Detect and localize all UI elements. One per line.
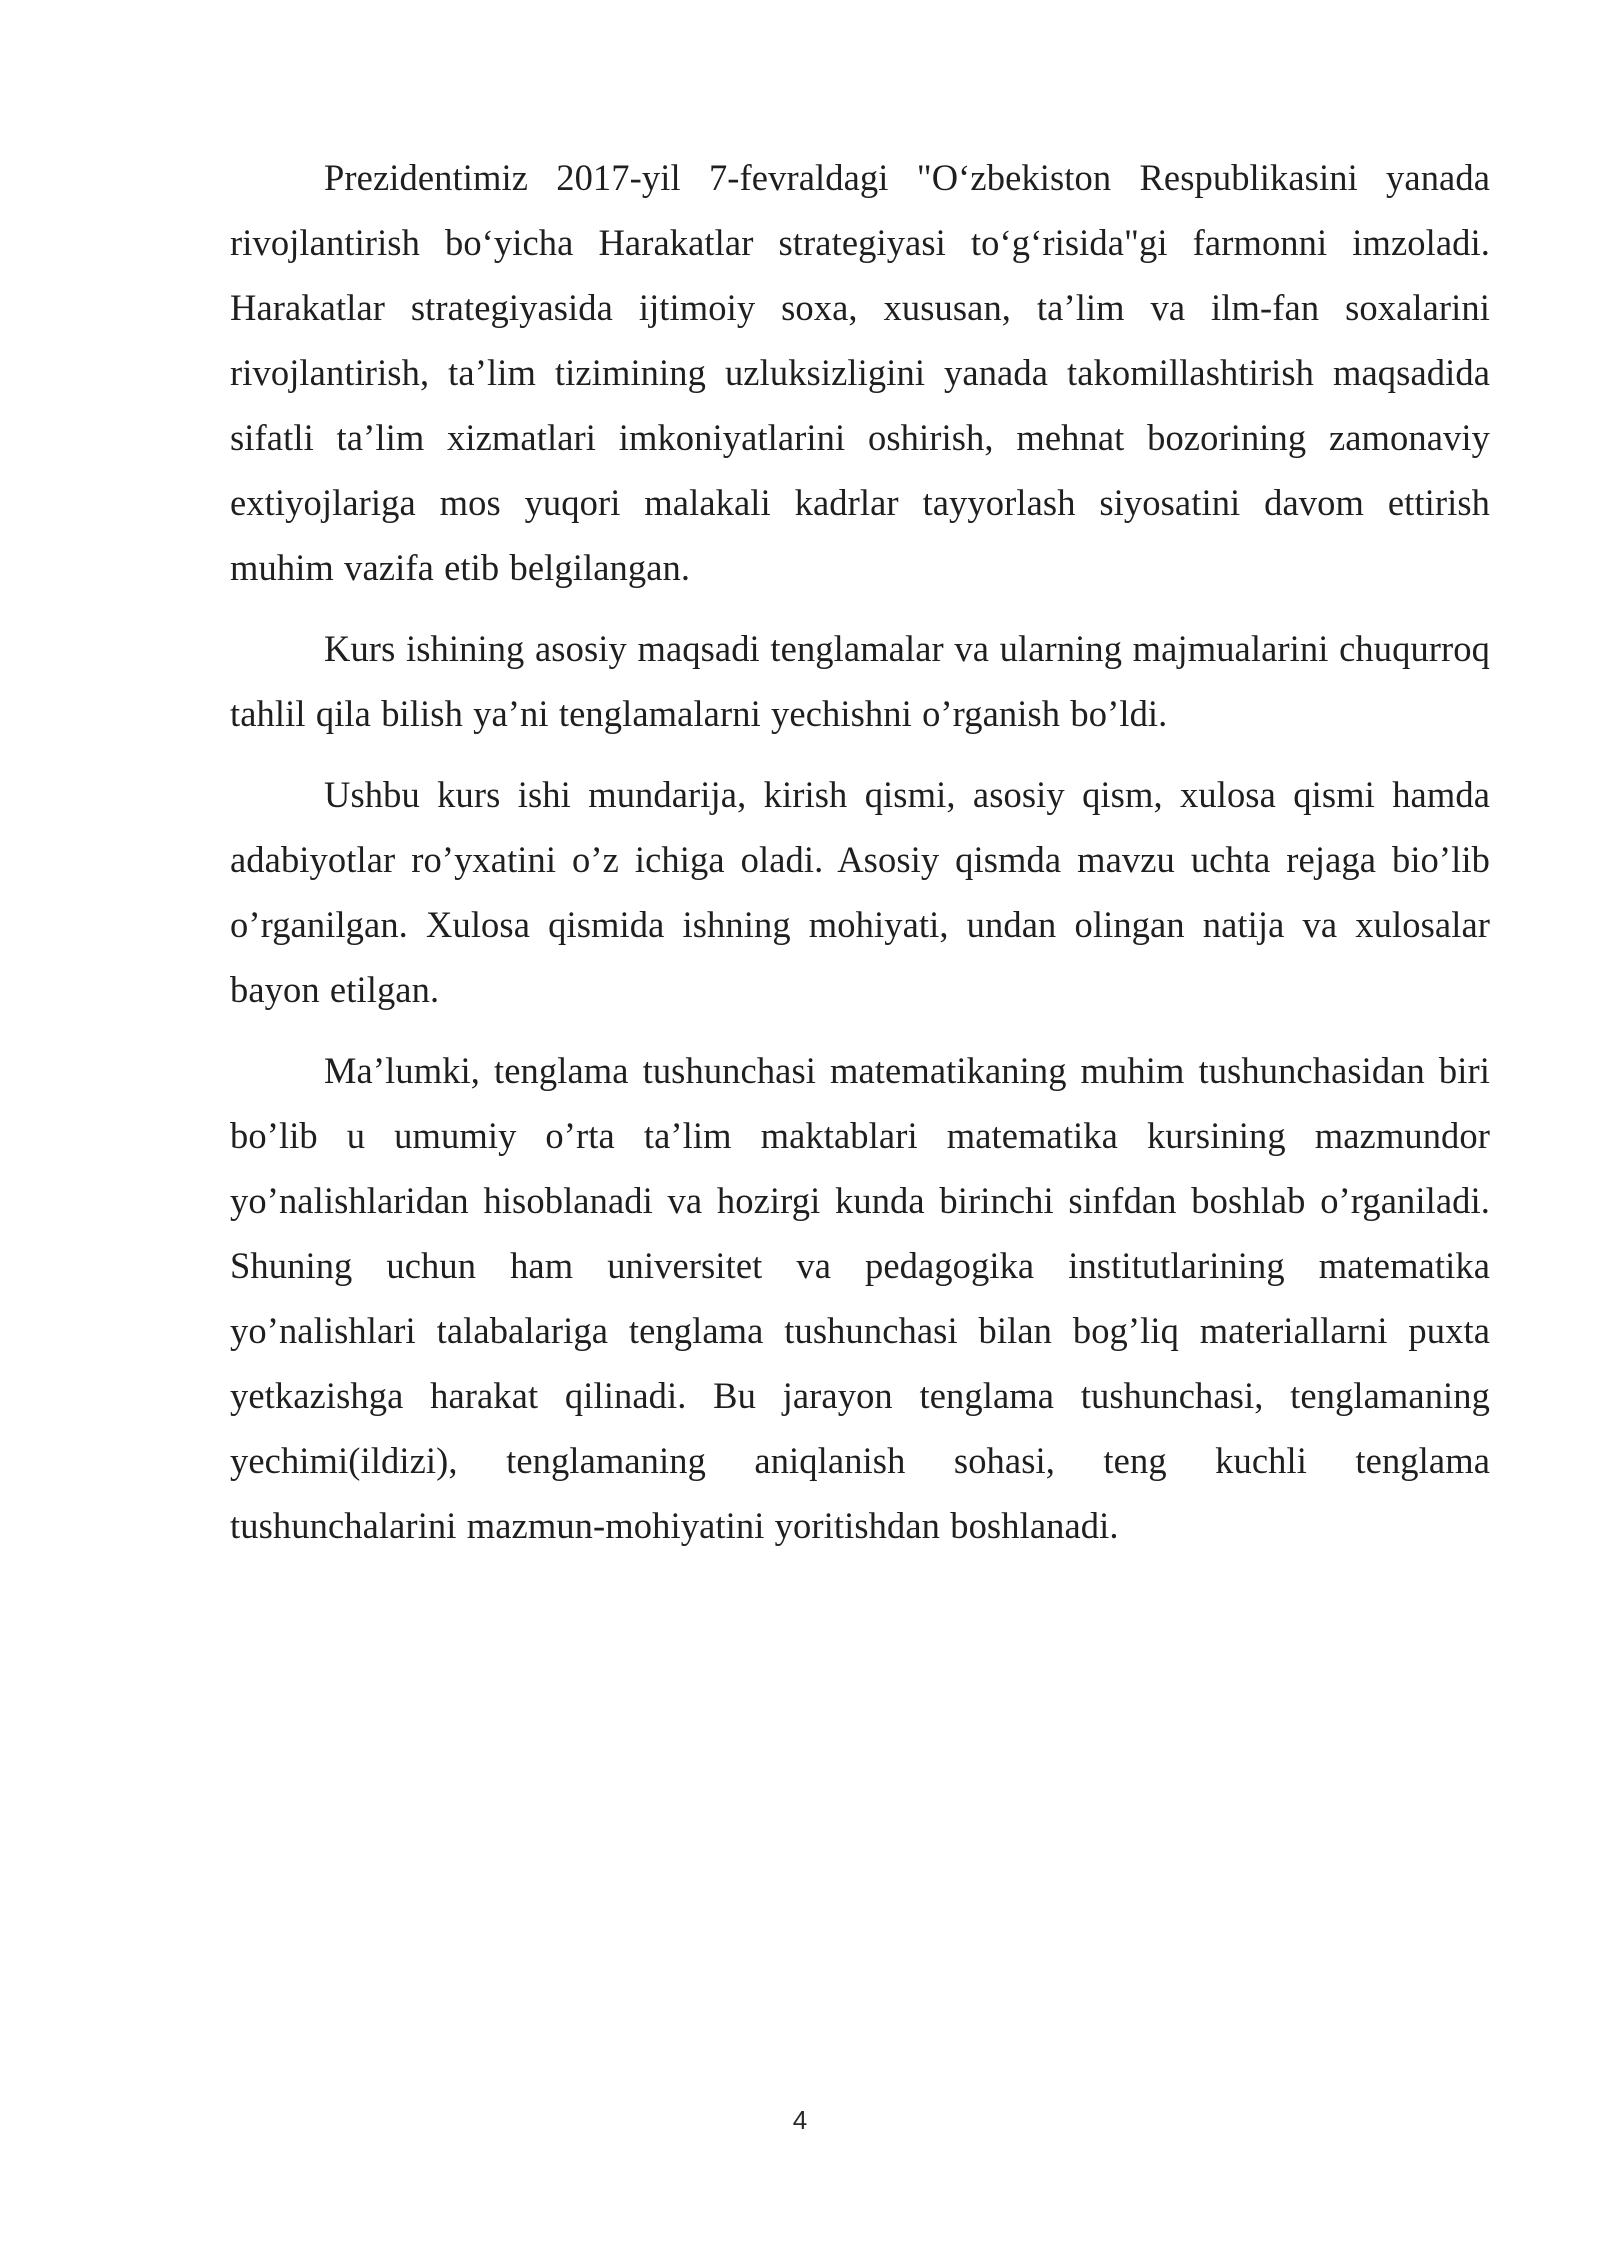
paragraph-equation-concept: Ma’lumki, tenglama tushunchasi matematikaning muhim tushunchasidan biri bo’lib u umumiy o’rta ta’lim maktablari matematika kursining mazmundor yo’nalishlaridan hisoblanadi va hozirgi kunda birinchi sinfdan boshlab o’rganiladi. Shuning uchun ham universitet va pedagogika institutlarining matematika yo’nalishlari talabalariga tenglama tushunchasi bilan bog’liq materiallarni puxta yetkazishga harakat qilinadi. Bu jarayon tenglama tushunchasi, tenglamaning yechimi(ildizi), tenglamaning aniqlanish sohasi, teng kuchli tenglama tushunchalarini mazmun-mohiyatini yoritishdan boshlanadi. — [230, 1050, 1490, 1546]
page-number: 4 — [792, 2105, 808, 2135]
body-text — [230, 145, 1490, 1574]
paragraph-strategy: Prezidentimiz 2017-yil 7-fevraldagi "O‘zbekiston Respublikasini yanada rivojlantirish bo‘yicha Harakatlar strategiyasi to‘g‘risida"gi farmonni imzoladi. Harakatlar strategiyasida ijtimoiy soxa, xususan, ta’lim va ilm-fan soxalarini rivojlantirish, ta’lim tizimining uzluksizligini yanada takomillashtirish maqsadida sifatli ta’lim xizmatlari imkoniyatlarini oshirish, mehnat bozorining zamonaviy extiyojlariga mos yuqori malakali kadrlar tayyorlash siyosatini davom ettirish muhim vazifa etib belgilangan. — [230, 157, 1490, 588]
paragraph-structure: Ushbu kurs ishi mundarija, kirish qismi, asosiy qism, xulosa qismi hamda adabiyotlar ro’yxatini o’z ichiga oladi. Asosiy qismda mavzu uchta rejaga bio’lib o’rganilgan. Xulosa qismida ishning mohiyati, undan olingan natija va xulosalar bayon etilgan. — [230, 774, 1490, 1010]
paragraph-goal: Kurs ishining asosiy maqsadi tenglamalar va ularning majmualarini chuqurroq tahlil qila bilish ya’ni tenglamalarni yechishni o’rganish bo’ldi. — [230, 628, 1490, 734]
